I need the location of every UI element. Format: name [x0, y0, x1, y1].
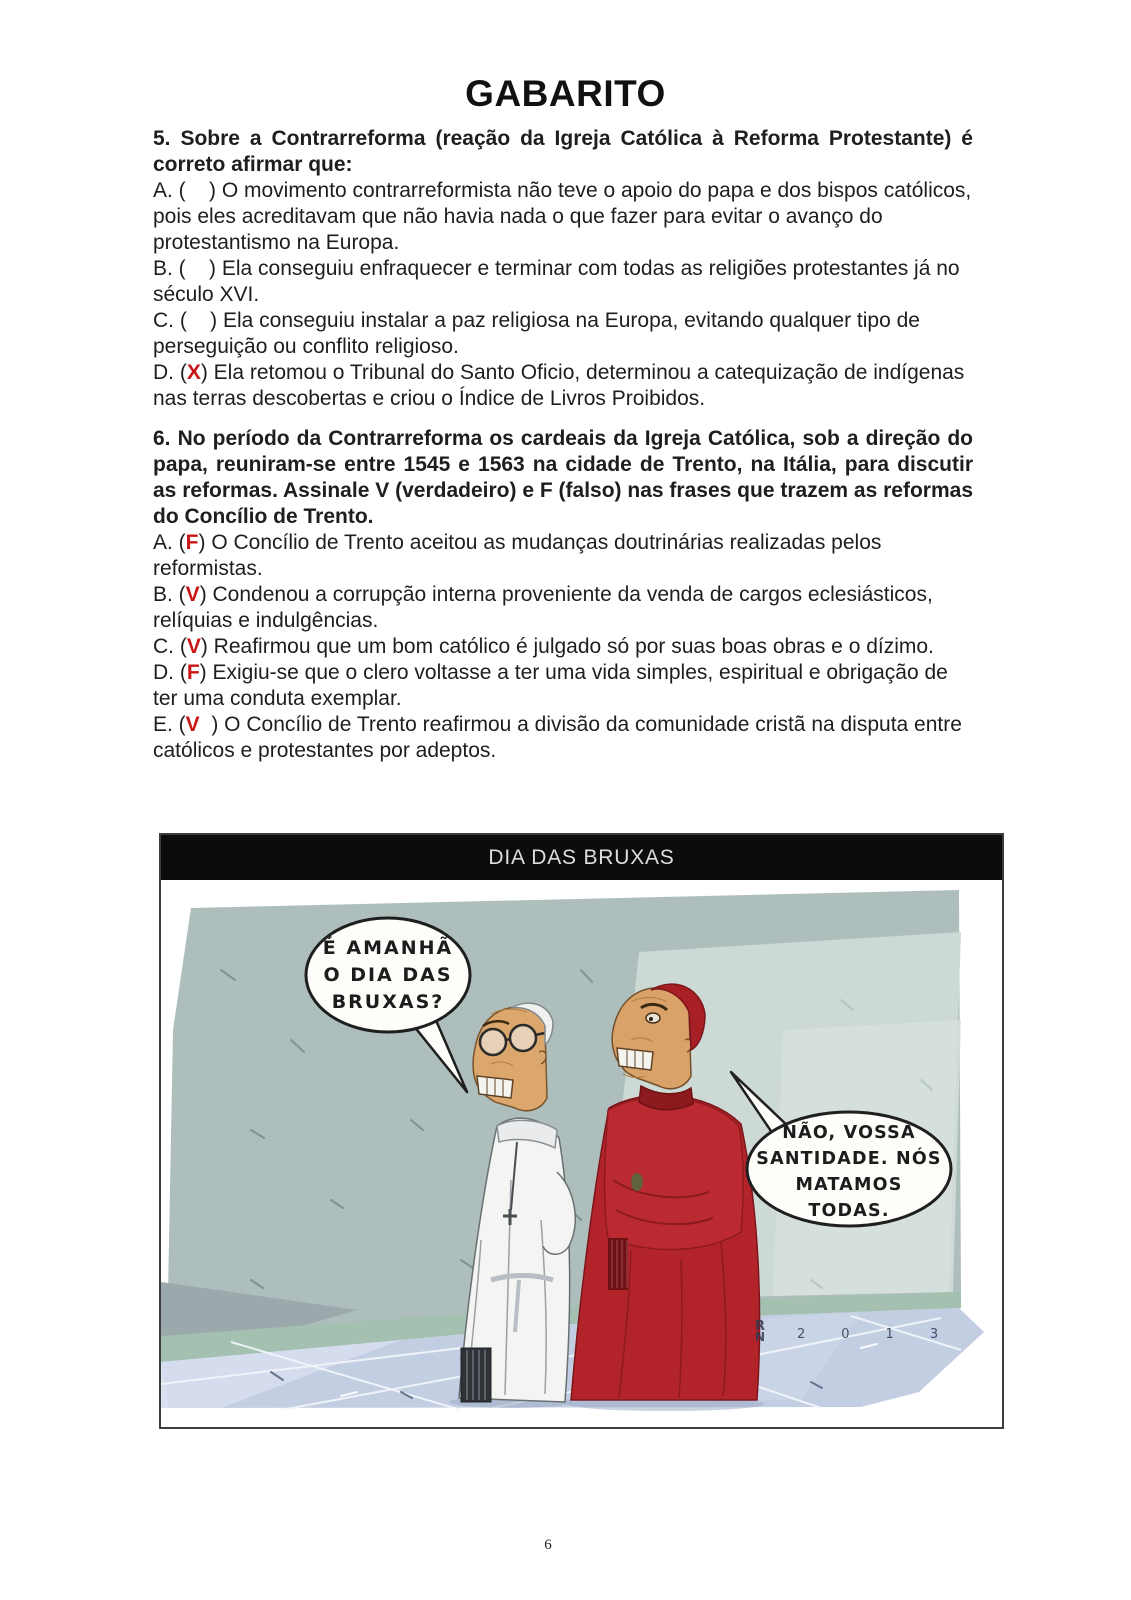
- signature-monogram-top: R: [755, 1319, 766, 1334]
- question-6-option-c: [153, 634, 973, 660]
- answer-mark: [186, 179, 209, 202]
- question-6-option-a: [153, 530, 973, 582]
- option-label: D. (: [153, 361, 187, 384]
- option-text: ) Condenou a corrupção interna proveniente da venda de cargos eclesiásticos, relíquias e indulgências.: [153, 583, 939, 632]
- answer-mark: F: [185, 531, 199, 554]
- question-5: [153, 126, 978, 412]
- option-label: E. (: [153, 713, 186, 736]
- bubble-line: SANTIDADE. NÓS: [756, 1149, 942, 1169]
- option-text: ) O Concílio de Trento aceitou as mudanças doutrinárias realizadas pelos reformistas.: [153, 531, 888, 580]
- option-label: B. (: [153, 257, 186, 280]
- option-label: A. (: [153, 531, 186, 554]
- comic-panel: [159, 833, 1004, 1429]
- question-5-option-b: [153, 256, 973, 308]
- answer-mark: X: [186, 361, 201, 384]
- cardinal-mozzetta: [605, 1097, 744, 1249]
- cardinal-pupil: [649, 1017, 653, 1021]
- option-text: ) Exigiu-se que o clero voltasse a ter uma vida simples, espiritual e obrigação de ter uma conduta exemplar.: [153, 661, 954, 710]
- bubble-line: BRUXAS?: [331, 991, 445, 1013]
- comic-title: DIA DAS BRUXAS: [488, 846, 675, 869]
- pope-glasses-left-lens: [480, 1029, 506, 1055]
- signature-monogram-bottom: N: [755, 1330, 766, 1344]
- answer-mark: [186, 257, 209, 280]
- question-5-heading: 5. Sobre a Contrarreforma (reação da Igreja Católica à Reforma Protestante) é correto afirmar que:: [153, 127, 973, 176]
- page-number: 6: [544, 1537, 552, 1553]
- question-6-option-d: [153, 660, 973, 712]
- pope-glasses-bridge: [505, 1039, 511, 1040]
- answer-mark: [187, 309, 210, 332]
- option-label: C. (: [153, 635, 187, 658]
- option-text: ) Ela conseguiu enfraquecer e terminar com todas as religiões protestantes já no século XVI.: [153, 257, 966, 306]
- question-6-option-b: [153, 582, 973, 634]
- text-content: [153, 126, 978, 764]
- option-text: ) Ela conseguiu instalar a paz religiosa na Europa, evitando qualquer tipo de perseguição ou conflito religioso.: [153, 309, 926, 358]
- page-title: GABARITO: [465, 72, 666, 114]
- bubble-line: É AMANHÃ: [322, 937, 454, 959]
- option-label: C. (: [153, 309, 187, 332]
- cardinal-chest-sprig: [631, 1173, 643, 1191]
- comic-artwork: [161, 880, 1002, 1427]
- bubble-line: NÃO, VOSSA: [782, 1123, 916, 1143]
- bubble-line: TODAS.: [808, 1201, 890, 1221]
- question-6-option-e: [153, 712, 973, 764]
- option-label: B. (: [153, 583, 186, 606]
- cardinal-fringe: [608, 1238, 628, 1290]
- question-6: [153, 426, 973, 764]
- pope-glasses-right-lens: [510, 1025, 536, 1051]
- answer-mark: V: [186, 635, 201, 658]
- cardinal-eye: [646, 1013, 660, 1023]
- bubble-line: MATAMOS: [795, 1175, 903, 1195]
- comic-title-bar: [161, 835, 1002, 880]
- option-label: A. (: [153, 179, 186, 202]
- question-5-option-c: [153, 308, 973, 360]
- bubble-line: O DIA DAS: [323, 964, 453, 986]
- option-text: ) Reafirmou que um bom católico é julgado só por suas boas obras e o dízimo.: [200, 635, 934, 658]
- option-text: ) O Concílio de Trento reafirmou a divisão da comunidade cristã na disputa entre católicos e protestantes por adeptos.: [153, 713, 968, 762]
- option-text: ) Ela retomou o Tribunal do Santo Oficio, determinou a catequização de indígenas nas terras descobertas e criou o Índice de Livros Proibidos.: [153, 361, 971, 410]
- question-5-option-d: [153, 360, 973, 412]
- question-6-heading: 6. No período da Contrarreforma os cardeais da Igreja Católica, sob a direção do papa, reuniram-se entre 1545 e 1563 na cidade de Trento, na Itália, para discutir as reformas. Assinale V (verdadeiro) e F (falso) nas frases que trazem as reformas do Concílio de Trento.: [153, 427, 973, 528]
- option-label: D. (: [153, 661, 187, 684]
- option-text: ) O movimento contrarreformista não teve o apoio do papa e dos bispos católicos, pois eles acreditavam que não havia nada o que fazer para evitar o avanço do protestantismo na Europa.: [153, 179, 978, 254]
- answer-mark: V: [185, 583, 200, 606]
- question-5-option-a: [153, 178, 978, 256]
- signature-year: 2013: [797, 1327, 975, 1342]
- pope-stole: [461, 1348, 491, 1402]
- answer-mark: V: [185, 713, 200, 736]
- answer-mark: F: [186, 661, 200, 684]
